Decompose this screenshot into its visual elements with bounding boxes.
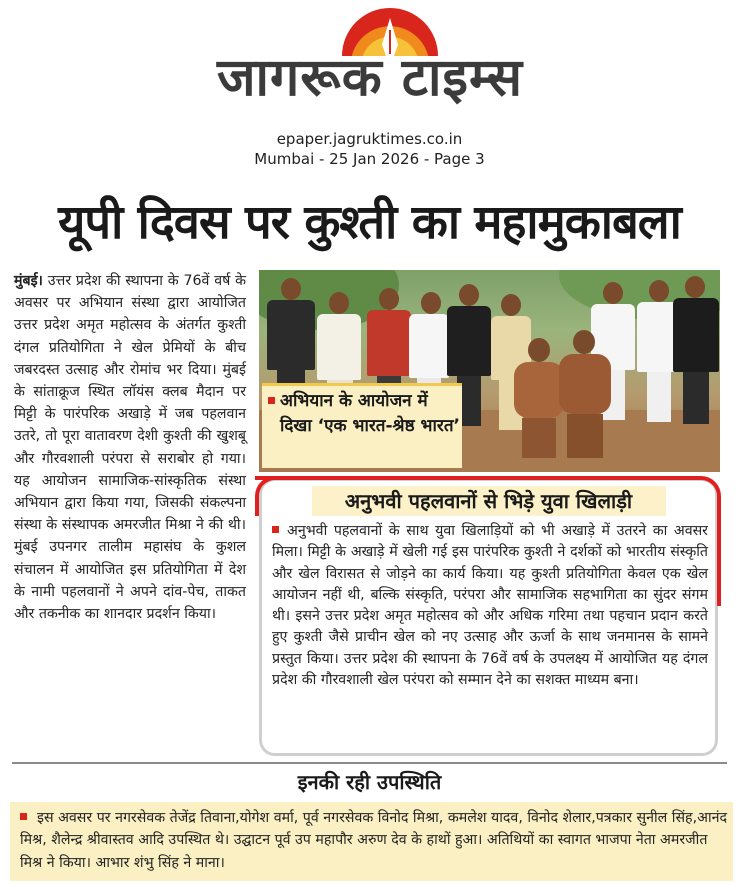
box-title: अनुभवी पहलवानों से भिड़े युवा खिलाड़ी [344,489,633,513]
article-headline: यूपी दिवस पर कुश्ती का महामुकाबला [58,195,681,250]
bullet-square-icon [272,526,279,533]
lead-text: उत्तर प्रदेश की स्थापना के 76वें वर्ष के अवसर पर अभियान संस्था द्वारा आयोजित उत्तर प्रदेश अमृत महोत्सव के अंतर्गत कुश्ती दंगल प्रतियोगिता ने खेल प्रेमियों के बीच जबरदस्त उत्साह और रोमांच भर दिया। मुंबई के सांताक्रूज स्थित लॉयंस क्लब मैदान पर मिट्टी के पारंपरिक अखाड़े में जब पहलवान उतरे, तो पूरा वातावरण देशी कुश्ती की खुशबू और गौरवशाली परंपरा से सराबोर हो गया। यह आयोजन सामाजिक-सांस्कृतिक संस्था अभियान द्वारा किया गया, जिसकी संकल्पना संस्था के संस्थापक अमरजीत मिश्रा ने की थी। मुंबई उपनगर तालीम महासंघ के कुशल संचालन में आयोजित इस प्रतियोगिता में देश के नामी पहलवानों ने अपने दांव-पेच, ताकत और तकनीक का शानदार प्रदर्शन किया। [14,273,246,623]
attendance-text: इस अवसर पर नगरसेवक तेजेंद्र तिवाना,योगेश वर्मा, पूर्व नगरसेवक विनोद मिश्रा, कमलेश यादव, विनोद शेलार,पत्रकार सुनील सिंह,आनंद मिश्र, शैलेन्द्र श्रीवास्तव आदि उपस्थित थे। उद्घाटन पूर्व उप महापौर अरुण देव के हाथों हुआ। अतिथियों का स्वागत भाजपा नेता अमरजीत मिश्र ने किया। आभार शंभु सिंह ने माना। [20,810,728,871]
bullet-square-icon [20,813,27,820]
edition-date-page: Mumbai - 25 Jan 2026 - Page 3 [254,150,485,168]
bullet-square-icon [268,397,275,404]
masthead [0,0,739,180]
photo-caption-text: अभियान के आयोजन में दिखा ‘एक भारत-श्रेष्ठ भारत’ [280,391,460,436]
section-divider [12,762,727,764]
photo-caption [262,383,462,468]
dateline: मुंबई। [14,273,43,289]
attendance-box [10,802,733,881]
attendance-title: इनकी रही उपस्थिति [297,770,442,794]
newspaper-logo-text: जागरूक टाइम्स [216,48,524,108]
site-url: epaper.jagruktimes.co.in [276,130,463,148]
lead-column [14,270,246,755]
box-body-text: अनुभवी पहलवानों के साथ युवा खिलाड़ियों को भी अखाड़े में उतरने का अवसर मिला। मिट्टी के अखाड़े में खेली गई इस पारंपरिक कुश्ती ने दर्शकों को भारतीय संस्कृति और खेल विरासत से जोड़ने का कार्य किया। यह कुश्ती प्रतियोगिता केवल एक खेल आयोजन नहीं थी, बल्कि संस्कृति, परंपरा और सामाजिक सहभागिता का सुंदर संगम थी। इसने उत्तर प्रदेश अमृत महोत्सव को और अधिक गरिमा तथा पहचान प्रदान करते हुए कुश्ती जैसे प्राचीन खेल को नए उत्साह और ऊर्जा के साथ जनमानस के सामने प्रस्तुत किया। उत्तर प्रदेश की स्थापना के 76वें वर्ष के उपलक्ष्य में आयोजित यह दंगल प्रदेश की गौरवशाली खेल परंपरा को सम्मान देने का सशक्त माध्यम बना। [272,523,708,689]
box-body [272,521,708,691]
